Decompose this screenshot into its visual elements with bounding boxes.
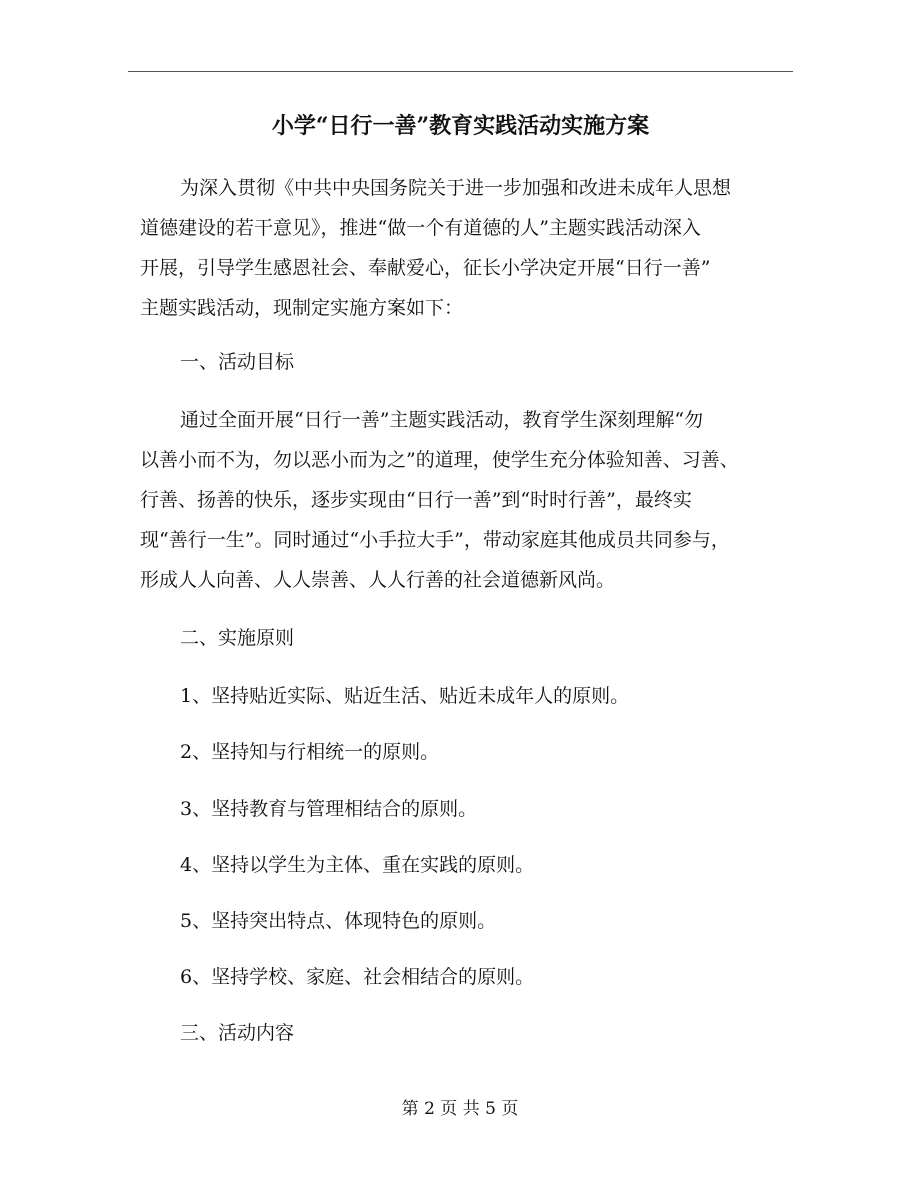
header-rule <box>128 71 793 72</box>
document-title: 小学“日行一善”教育实践活动实施方案 <box>271 113 650 139</box>
principle-item: 1、坚持贴近实际、贴近生活、贴近未成年人的原则。 <box>180 685 630 707</box>
intro-line: 道德建设的若干意见》，推进“做一个有道德的人”主题实践活动深入 <box>140 217 701 239</box>
goals-line: 形成人人向善、人人崇善、人人行善的社会道德新风尚。 <box>140 569 616 591</box>
goals-paragraph <box>140 400 800 600</box>
section-heading-goals: 一、活动目标 <box>180 351 295 373</box>
goals-line: 通过全面开展“日行一善”主题实践活动，教育学生深刻理解“勿 <box>180 409 704 431</box>
section-heading-principles: 二、实施原则 <box>180 627 295 649</box>
intro-line: 为深入贯彻《中共中央国务院关于进一步加强和改进未成年人思想 <box>180 177 732 199</box>
principle-item: 3、坚持教育与管理相结合的原则。 <box>180 798 478 820</box>
page-number-footer: 第 2 页 共 5 页 <box>401 1099 519 1119</box>
intro-paragraph <box>140 168 800 328</box>
goals-line: 行善、扬善的快乐，逐步实现由“日行一善”到“时时行善”，最终实 <box>140 489 692 511</box>
principle-item: 5、坚持突出特点、体现特色的原则。 <box>180 910 497 932</box>
goals-line: 现“善行一生”。同时通过“小手拉大手”，带动家庭其他成员共同参与， <box>140 529 730 551</box>
principle-item: 2、坚持知与行相统一的原则。 <box>180 741 440 763</box>
intro-line: 主题实践活动，现制定实施方案如下： <box>140 297 464 319</box>
intro-line: 开展，引导学生感恩社会、奉献爱心，征长小学决定开展“日行一善” <box>140 257 711 279</box>
section-heading-content: 三、活动内容 <box>180 1022 295 1044</box>
principle-item: 4、坚持以学生为主体、重在实践的原则。 <box>180 854 535 876</box>
goals-line: 以善小而不为，勿以恶小而为之”的道理，使学生充分体验知善、习善、 <box>140 449 739 471</box>
principle-item: 6、坚持学校、家庭、社会相结合的原则。 <box>180 966 535 988</box>
